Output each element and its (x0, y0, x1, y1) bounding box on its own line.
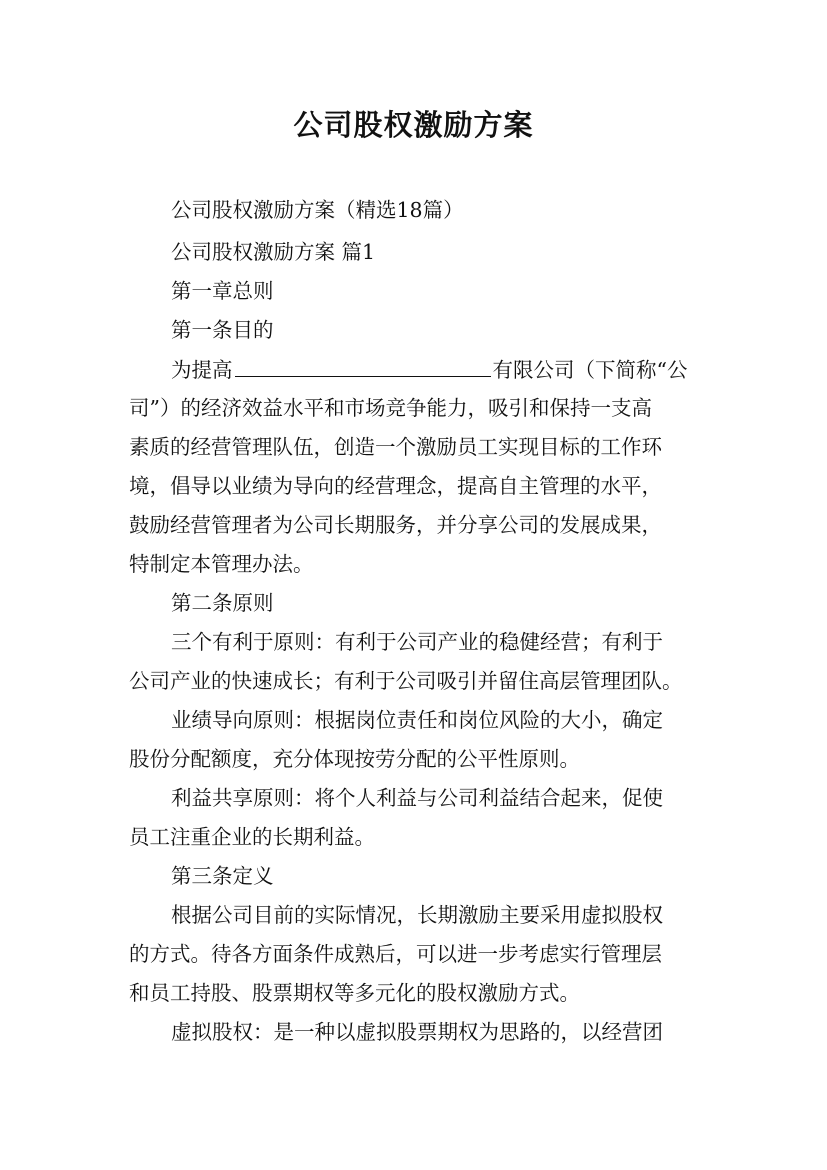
document-title: 公司股权激励方案 (293, 108, 534, 142)
paragraph-line: 鼓励经营管理者为公司长期服务，并分享公司的发展成果， (129, 513, 662, 537)
paragraph-line (171, 356, 687, 383)
paragraph-line: 虚拟股权：是一种以虚拟股票期权为思路的，以经营团 (171, 1020, 663, 1044)
paragraph-line: 业绩导向原则：根据岗位责任和岗位风险的大小，确定 (171, 708, 663, 732)
subtitle: 公司股权激励方案（精选18篇） (171, 198, 464, 222)
paragraph-line: 境，倡导以业绩为导向的经营理念，提高自主管理的水平， (129, 474, 662, 498)
paragraph-line: 根据公司目前的实际情况，长期激励主要采用虚拟股权 (171, 903, 663, 927)
chapter-heading: 第一章总则 (171, 279, 274, 303)
paragraph-line: 利益共享原则：将个人利益与公司利益结合起来，促使 (171, 786, 663, 810)
paragraph-line: 素质的经营管理队伍，创造一个激励员工实现目标的工作环 (129, 435, 662, 459)
paragraph-line: 三个有利于原则：有利于公司产业的稳健经营；有利于 (171, 630, 663, 654)
paragraph-line: 和员工持股、股票期权等多元化的股权激励方式。 (129, 981, 580, 1005)
article-heading: 第三条定义 (171, 864, 274, 888)
paragraph-line: 特制定本管理办法。 (129, 552, 314, 576)
text-span: 有限公司（下简称“公 (492, 358, 688, 382)
text-span: 为提高 (171, 358, 233, 382)
paragraph-line: 股份分配额度，充分体现按劳分配的公平性原则。 (129, 747, 580, 771)
fill-in-blank (235, 356, 491, 377)
paragraph-line: 公司产业的快速成长；有利于公司吸引并留住高层管理团队。 (129, 669, 683, 693)
article-heading: 第二条原则 (171, 591, 274, 615)
paragraph-line: 司”）的经济效益水平和市场竞争能力，吸引和保持一支高 (129, 396, 652, 420)
paragraph-line: 的方式。待各方面条件成熟后，可以进一步考虑实行管理层 (129, 942, 662, 966)
article-heading: 第一条目的 (171, 318, 274, 342)
section-heading: 公司股权激励方案 篇1 (171, 240, 376, 264)
paragraph-line: 员工注重企业的长期利益。 (129, 825, 375, 849)
